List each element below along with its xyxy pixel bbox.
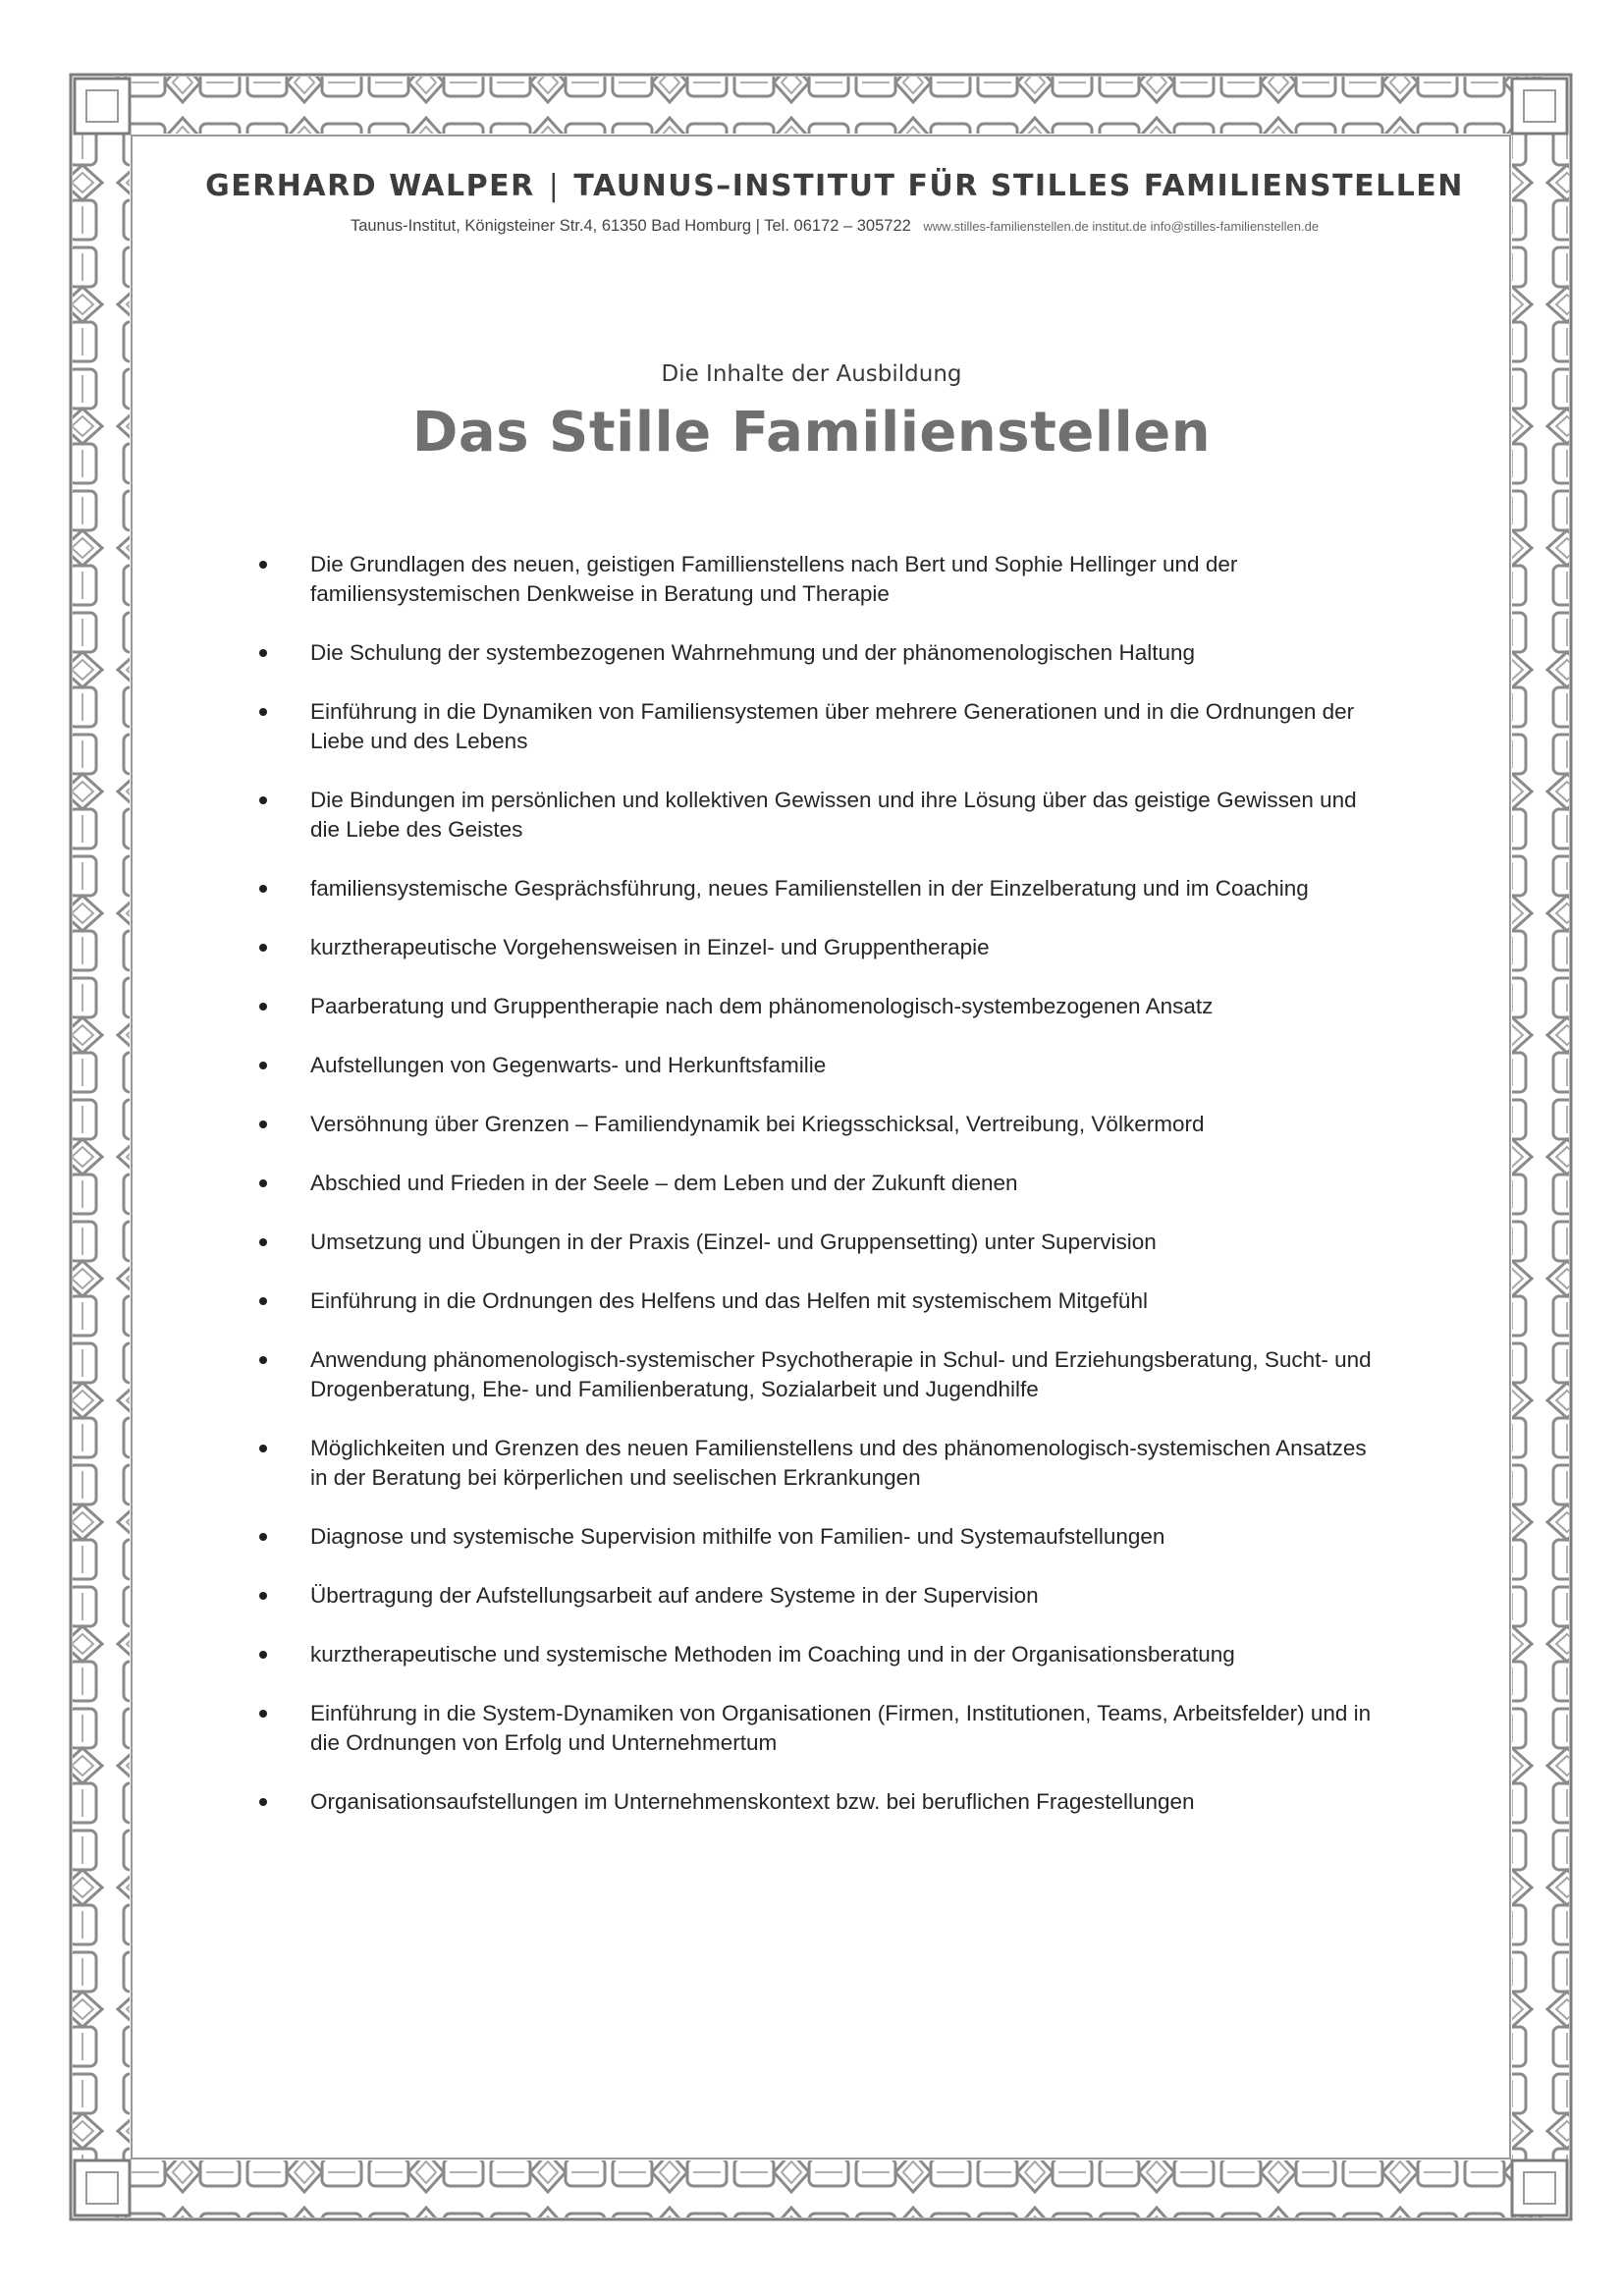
list-item-text: Die Grundlagen des neuen, geistigen Famillienstellens nach Bert und Sophie Hellinger und der familiensystemischen Denkweise in Beratung und Therapie xyxy=(310,552,1238,606)
list-item-text: Übertragung der Aufstellungsarbeit auf andere Systeme in der Supervision xyxy=(310,1583,1039,1608)
list-item-text: Umsetzung und Übungen in der Praxis (Einzel- und Gruppensetting) unter Supervision xyxy=(310,1230,1157,1254)
bullet-icon xyxy=(259,1121,267,1128)
list-item xyxy=(257,1169,1377,1198)
list-item xyxy=(257,550,1377,609)
bullet-icon xyxy=(259,885,267,893)
bullet-icon xyxy=(259,796,267,804)
list-item-text: Einführung in die System-Dynamiken von Organisationen (Firmen, Institutionen, Teams, Arbeitsfelder) und in die Ordnungen von Erfolg und Unternehmertum xyxy=(310,1701,1372,1755)
bullet-icon xyxy=(259,1445,267,1452)
bullet-icon xyxy=(259,561,267,569)
list-item xyxy=(257,1228,1377,1257)
list-item xyxy=(257,1787,1377,1817)
institute-web-contact: www.stilles-familienstellen.de institut.de info@stilles-familienstellen.de xyxy=(923,219,1320,234)
header-separator: | xyxy=(548,169,561,203)
bullet-icon xyxy=(259,1651,267,1659)
list-item xyxy=(257,874,1377,903)
letterhead xyxy=(147,169,1522,236)
list-item xyxy=(257,1522,1377,1552)
list-item-text: Möglichkeiten und Grenzen des neuen Familienstellens und des phänomenologisch-systemischen Ansatzes in der Beratung bei körperlichen und seelischen Erkrankungen xyxy=(310,1436,1367,1490)
list-item-text: Versöhnung über Grenzen – Familiendynamik bei Kriegsschicksal, Vertreibung, Völkermord xyxy=(310,1112,1205,1136)
list-item-text: Die Bindungen im persönlichen und kollektiven Gewissen und ihre Lösung über das geistige Gewissen und die Liebe des Geistes xyxy=(310,788,1357,842)
list-item-text: Einführung in die Ordnungen des Helfens und das Helfen mit systemischem Mitgefühl xyxy=(310,1288,1148,1313)
list-item xyxy=(257,1110,1377,1139)
list-item-text: Paarberatung und Gruppentherapie nach dem phänomenologisch-systembezogenen Ansatz xyxy=(310,994,1214,1018)
bullet-icon xyxy=(259,1238,267,1246)
list-item xyxy=(257,1699,1377,1758)
bullet-icon xyxy=(259,708,267,716)
author-name: GERHARD WALPER xyxy=(205,169,535,203)
bullet-icon xyxy=(259,1356,267,1364)
list-item xyxy=(257,786,1377,845)
institute-name: TAUNUS–INSTITUT FÜR STILLES FAMILIENSTELLEN xyxy=(573,169,1464,203)
list-item xyxy=(257,1581,1377,1611)
list-item-text: kurztherapeutische und systemische Methoden im Coaching und in der Organisationsberatung xyxy=(310,1642,1235,1667)
list-item-text: Organisationsaufstellungen im Unternehmenskontext bzw. bei beruflichen Fragestellungen xyxy=(310,1789,1195,1814)
bullet-icon xyxy=(259,1533,267,1541)
list-item-text: Anwendung phänomenologisch-systemischer Psychotherapie in Schul- und Erziehungsberatung, Sucht- und Drogenberatung, Ehe- und Familienberatung, Sozialarbeit und Jugendhilfe xyxy=(310,1347,1372,1401)
list-item xyxy=(257,933,1377,962)
list-item-text: kurztherapeutische Vorgehensweisen in Einzel- und Gruppentherapie xyxy=(310,935,990,959)
list-item xyxy=(257,1286,1377,1316)
bullet-icon xyxy=(259,1003,267,1011)
list-item xyxy=(257,992,1377,1021)
list-item xyxy=(257,638,1377,668)
list-item xyxy=(257,1434,1377,1493)
list-item xyxy=(257,1640,1377,1669)
bullet-icon xyxy=(259,649,267,657)
bullet-icon xyxy=(259,1798,267,1806)
content-list xyxy=(257,550,1377,1846)
bullet-icon xyxy=(259,1179,267,1187)
bullet-icon xyxy=(259,1062,267,1069)
bullet-icon xyxy=(259,1592,267,1600)
document-subtitle: Die Inhalte der Ausbildung xyxy=(661,361,962,387)
list-item xyxy=(257,1051,1377,1080)
list-item-text: Die Schulung der systembezogenen Wahrnehmung und der phänomenologischen Haltung xyxy=(310,640,1195,665)
institute-address: Taunus-Institut, Königsteiner Str.4, 61350 Bad Homburg | Tel. 06172 – 305722 xyxy=(350,217,911,235)
letterhead-title xyxy=(147,169,1522,203)
bullet-icon xyxy=(259,1710,267,1718)
list-item-text: Abschied und Frieden in der Seele – dem Leben und der Zukunft dienen xyxy=(310,1171,1018,1195)
list-item xyxy=(257,1345,1377,1404)
document-title: Das Stille Familienstellen xyxy=(411,401,1212,465)
list-item-text: Aufstellungen von Gegenwarts- und Herkunftsfamilie xyxy=(310,1053,827,1077)
bullet-icon xyxy=(259,1297,267,1305)
letterhead-contact xyxy=(147,217,1522,236)
list-item-text: Diagnose und systemische Supervision mithilfe von Familien- und Systemaufstellungen xyxy=(310,1524,1165,1549)
list-item-text: familiensystemische Gesprächsführung, neues Familienstellen in der Einzelberatung und im Coaching xyxy=(310,876,1309,901)
bullet-icon xyxy=(259,944,267,952)
list-item-text: Einführung in die Dynamiken von Familiensystemen über mehrere Generationen und in die Ordnungen der Liebe und des Lebens xyxy=(310,699,1355,753)
list-item xyxy=(257,697,1377,756)
